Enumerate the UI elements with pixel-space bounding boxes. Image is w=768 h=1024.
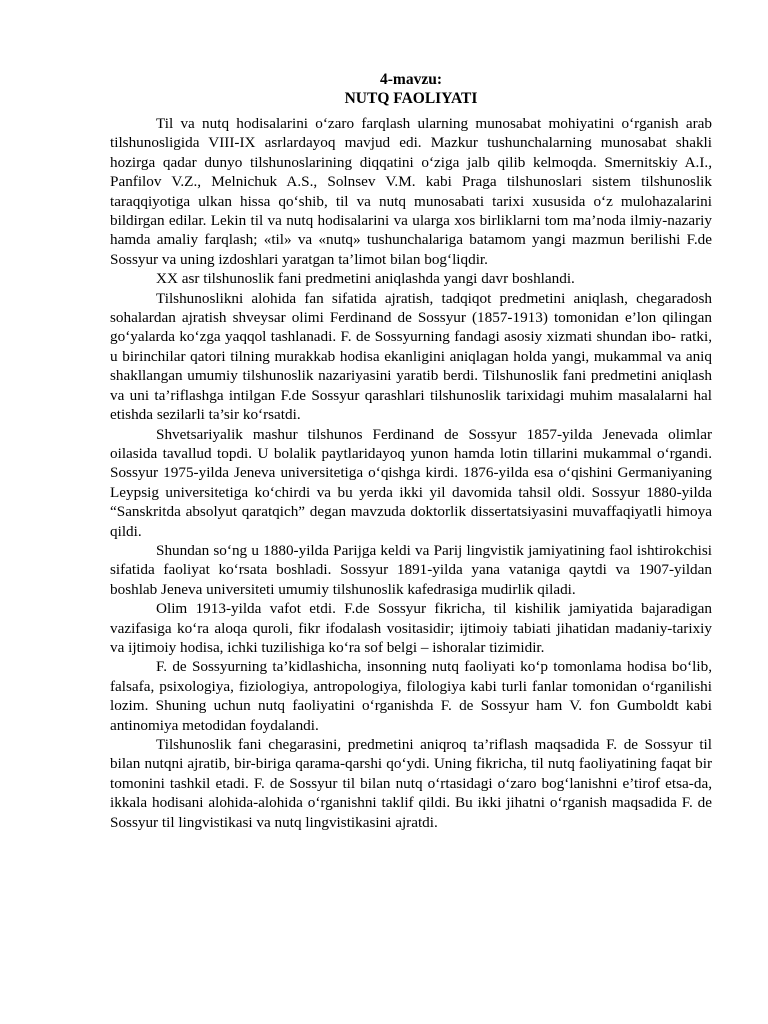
topic-number: 4-mavzu: bbox=[380, 71, 442, 88]
paragraph: Shundan so‘ng u 1880-yilda Parijga keldi va Parij lingvistik jamiyatining faol ishtirokchisi sifatida faoliyat ko‘rsata boshladi. Sossyur 1891-yilda yana vataniga qaytdi va 1907-yildan boshlab Jeneva universiteti umumiy tilshunoslik kafedrasiga mudirlik qiladi. bbox=[110, 541, 712, 598]
paragraph: F. de Sossyurning ta’kidlashicha, insonning nutq faoliyati ko‘p tomonlama hodisa bo‘lib, falsafa, psixologiya, fiziologiya, antropologiya, filologiya kabi turli fanlar tomonidan o‘rganilishi lozim. Shuning uchun nutq faoliyatini o‘rganishda F. de Sossyur ham V. fon Gumboldt kabi antinomiya metodidan foydalandi. bbox=[110, 658, 712, 734]
paragraph: Til va nutq hodisalarini o‘zaro farqlash ularning munosabat mohiyatini o‘rganish arab tilshunosligida VIII-IX asrlardayoq mavjud edi. Mazkur tushunchalarning munosabat shakli hozirga qadar dunyo tilshunoslarining diqqatini o‘ziga jalb qilib kelmoqda. Smernitskiy A.I., Panfilov V.Z., Melnichuk A.S., Solnsev V.M. kabi Praga tilshunoslari sistem tilshunoslik taraqqiyotiga ulkan hissa qo‘shib, til va nutq munosabati tarixi xususida o‘z mulohazalarini bildirgan edilar. Lekin til va nutq hodisalarini va ularga xos birliklarni tom ma’noda ilmiy-nazariy hamda amaliy farqlash; «til» va «nutq» tushunchalariga batamom yangi mazmun berilishi F.de Sossyur va uning izdoshlari yaratgan ta’limot bilan bog‘liqdir. bbox=[110, 115, 712, 268]
paragraph: Tilshunoslikni alohida fan sifatida ajratish, tadqiqot predmetini aniqlash, chegaradosh sohalardan ajratish shveysar olimi Ferdinand de Sossyur (1857-1913) tomonidan e’lon qilingan go‘yalarda ko‘zga yaqqol tashlanadi. F. de Sossyurning fandagi asosiy xizmati shundan ibo- ratki, u birinchilar qatori tilning murakkab hodisa ekanligini aniqlagan holda yangi, mukammal va aniq shakllangan umumiy tilshunoslik nazariyasini yaratib berdi. Tilshunoslik fani predmetini aniqlash va uni ta’riflashga intilgan F.de Sossyur qarashlari tilshunoslik tarixidagi muhim masalalarni hal etishda sezilarli ta’sir ko‘rsatdi. bbox=[110, 289, 712, 424]
paragraph: Tilshunoslik fani chegarasini, predmetini aniqroq ta’riflash maqsadida F. de Sossyur til bilan nutqni ajratib, bir-biriga qarama-qarshi qo‘ydi. Uning fikricha, til nutq faoliyatining faqat bir tomonini tashkil etadi. F. de Sossyur til bilan nutq o‘rtasidagi o‘zaro bog‘lanishni e’tirof etsa-da, ikkala hodisani alohida-alohida o‘rganishni taklif qildi. Bu ikki jihatni o‘rganish maqsadida F. de Sossyur til lingvistikasi va nutq lingvistikasini ajratdi. bbox=[110, 736, 712, 831]
document-title: NUTQ FAOLIYATI bbox=[344, 90, 478, 107]
paragraph: Olim 1913-yilda vafot etdi. F.de Sossyur fikricha, til kishilik jamiyatida bajaradigan vazifasiga ko‘ra aloqa quroli, fikr ifodalash vositasidir; ijtimoiy tabiati jihatidan madaniy-tarixiy va ijtimoiy hodisa, ichki tuzilishiga ko‘ra sof belgi – ishoralar tizimidir. bbox=[110, 600, 712, 656]
paragraph: Shvetsariyalik mashur tilshunos Ferdinand de Sossyur 1857-yilda Jenevada olimlar oilasida tavallud topdi. U bolalik paytlaridayoq yunon hamda lotin tillarini mukammal o‘rgandi. Sossyur 1975-yilda Jeneva universitetiga o‘qishga kirdi. 1876-yilda esa o‘qishini Germaniyaning Leypsig universitetiga ko‘chirdi va bu yerda ikki yil davomida tahsil oldi. Sossyur 1880-yilda “Sanskritda absolyut qaratqich” degan mavzuda doktorlik dissertatsiyasini muvaffaqiyatli himoya qildi. bbox=[110, 425, 712, 540]
paragraph: XX asr tilshunoslik fani predmetini aniqlashda yangi davr boshlandi. bbox=[156, 270, 575, 288]
document-page bbox=[110, 70, 712, 832]
